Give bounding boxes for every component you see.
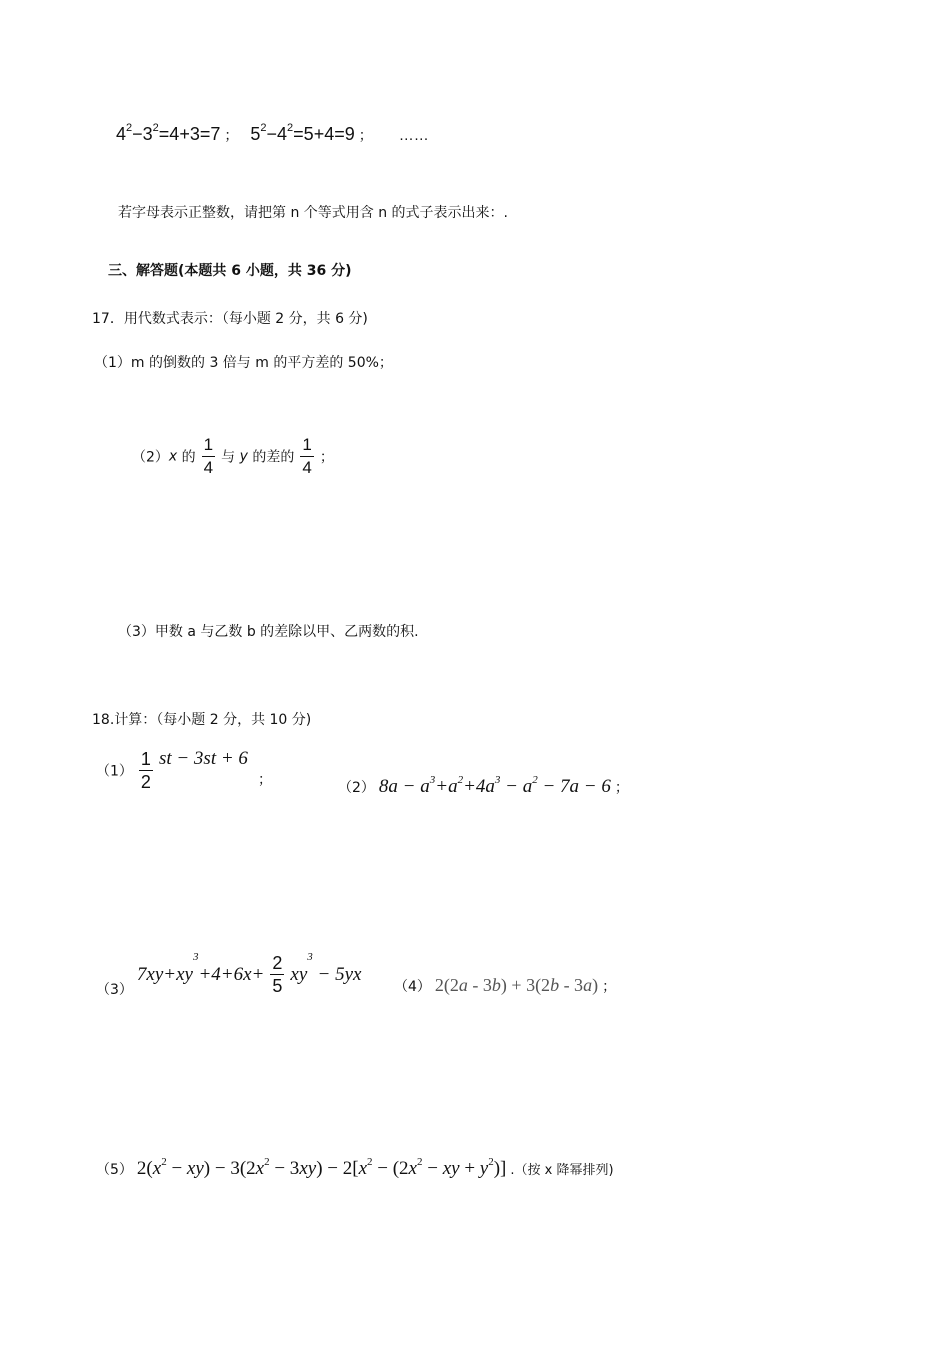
q18-part-3-expression-b: $xy^3 - 5yx$	[290, 951, 362, 985]
q17-part-2-de: 的	[177, 449, 196, 466]
q17-part-2-fraction-2	[300, 434, 313, 479]
q18-part-2-label: （2）	[338, 780, 375, 796]
q18-part-2-end: ；	[614, 780, 629, 796]
q17-part-2-y: y	[239, 448, 248, 465]
q18-part-3-label: （3）	[96, 981, 133, 998]
q18-part-2-expression: $8a - a^3+a^2+4a^3 - a^2 - 7a - 6$	[378, 774, 611, 797]
q18-part-4-label: （4）	[394, 979, 431, 995]
q18-part-3-expression-a: $7xy+xy^3+4+6x+$	[136, 951, 265, 985]
fraction-denominator: 5	[272, 976, 283, 996]
q17-part-2-fraction-1	[202, 434, 215, 479]
q17-part-3: （3）甲数 a 与乙数 b 的差除以甲、乙两数的积.	[118, 624, 419, 640]
pattern-separator-1: ；	[224, 128, 239, 144]
fraction-denominator: 2	[140, 772, 151, 792]
fraction-numerator: 1	[140, 749, 151, 769]
q17-part-2-mid: 与	[221, 449, 240, 466]
fraction-denominator: 4	[302, 458, 312, 477]
q18-part-5-note: .（按 x 降幂排列)	[510, 1163, 614, 1178]
q17-part-2-mid2: 的差的	[247, 449, 295, 466]
q17-part-2-label: （2）	[132, 449, 169, 466]
q18-part-5-label: （5）	[96, 1162, 133, 1178]
q18-part-1	[96, 748, 272, 793]
fraction-denominator: 4	[203, 458, 214, 477]
q18-part-4-expression: 2(2a - 3b) + 3(2b - 3a)	[434, 975, 599, 995]
q17-part-2-end: ；	[319, 449, 334, 466]
q18-part-1-label: （1）	[96, 763, 133, 780]
section-3-title: 三、解答题(本题共 6 小题，共 36 分)	[108, 263, 352, 279]
fraction-numerator: 2	[272, 953, 283, 973]
q18-part-4	[394, 975, 616, 996]
pattern-equation-1: $4^2-3^2=4+3=7$	[116, 122, 221, 144]
q18-part-1-end: ；	[257, 771, 272, 788]
q18-part-1-fraction	[139, 748, 153, 793]
q18-part-5-expression: $2(x^2 - xy) - 3(2x^2 - 3xy) - 2[x^2 - (2x^2$ − xy + $y^2$)]	[136, 1156, 507, 1179]
q18-part-3-fraction	[270, 952, 284, 997]
q18-part-4-end: ；	[602, 979, 617, 995]
q18-title: 18.计算：（每小题 2 分，共 10 分)	[92, 712, 312, 728]
q18-part-2	[338, 776, 629, 798]
pattern-separator-2: ；	[358, 128, 373, 144]
fraction-numerator: 1	[300, 434, 313, 457]
q17-title: 17．用代数式表示：（每小题 2 分，共 6 分)	[92, 311, 368, 327]
pattern-ellipsis: ……	[398, 127, 429, 144]
q18-part-3	[96, 952, 361, 997]
q18-part-1-expression: st − 3st + 6	[158, 747, 248, 769]
pattern-equation-2: $5^2-4^2=5+4=9$	[250, 122, 355, 144]
pattern-question: 若字母表示正整数，请把第 n 个等式用含 n 的式子表示出来：.	[118, 205, 508, 221]
q17-part-2-x: x	[168, 448, 178, 465]
fraction-numerator: 1	[202, 434, 215, 457]
q18-part-5	[96, 1158, 614, 1180]
q17-part-2	[132, 434, 334, 479]
pattern-equations	[116, 124, 429, 145]
q17-part-1: （1）m 的倒数的 3 倍与 m 的平方差的 50%；	[94, 355, 393, 371]
